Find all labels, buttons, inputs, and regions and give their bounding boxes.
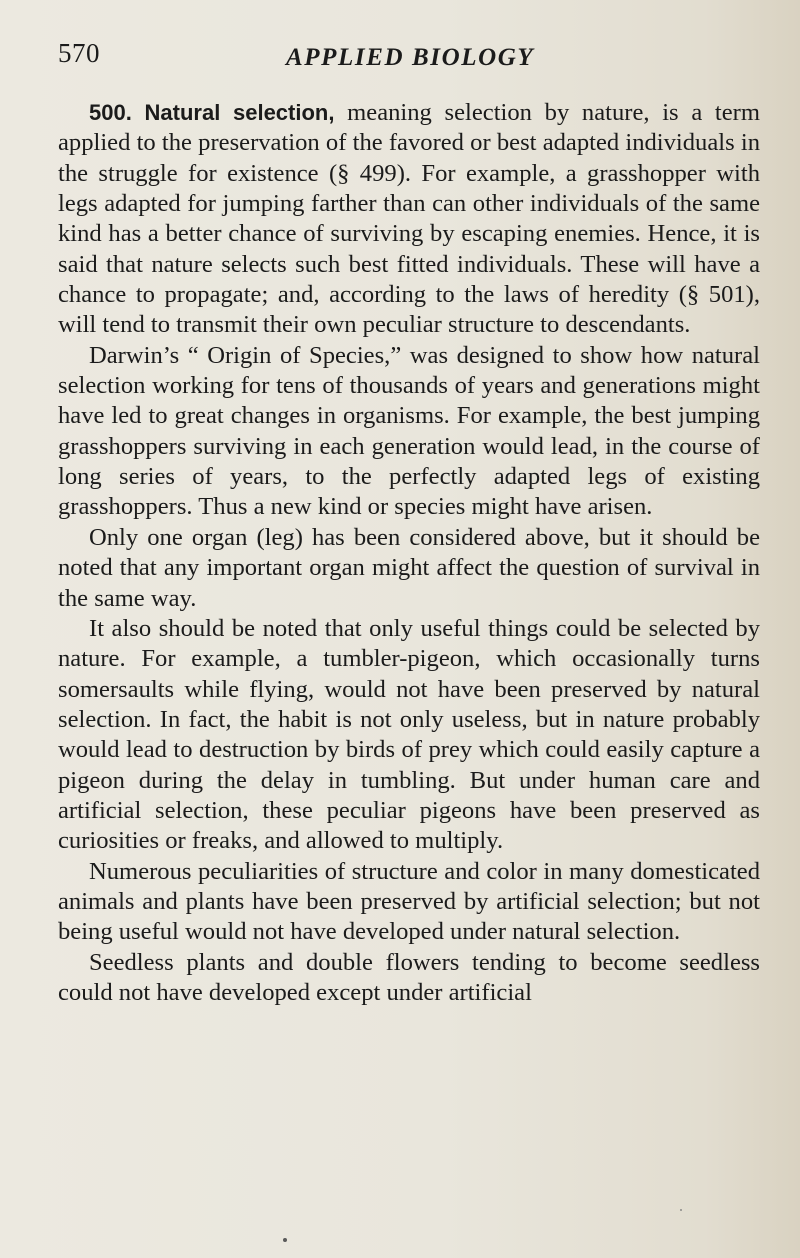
paragraph-seedless: Seedless plants and double flowers tending to become seedless could not have developed except under artificial [58,948,760,1006]
section-number: 500. [89,100,132,125]
paragraph-darwin: Darwin’s “ Origin of Species,” was designed to show how natural selection working for tens of thousands of years and generations might have led to great changes in organisms. For example, the best jumping grasshoppers surviving in each generation would lead, in the course of long series of years, to the perfectly adapted legs of existing grasshoppers. Thus a new kind or species might have arisen. [58,341,760,521]
page-number: 570 [58,38,100,68]
page-header [58,38,758,78]
paragraph-organ: Only one organ (leg) has been considered above, but it should be noted that any important organ might affect the question of survival in the same way. [58,523,760,612]
body-text [58,98,760,1008]
paper-speck [680,1209,682,1211]
section-paragraph [58,98,760,341]
paragraph-domesticated: Numerous peculiarities of structure and color in many domesticated animals and plants have been preserved by artificial selection; but not being useful would not have developed under natural selection. [58,857,760,946]
paragraph-tumbler-pigeon: It also should be noted that only useful things could be selected by nature. For example, a tumbler-pigeon, which occasionally turns somersaults while flying, would not have been preserved by natural selection. In fact, the habit is not only useless, but in nature probably would lead to destruction by birds of prey which could easily capture a pigeon during the delay in tumbling. But under human care and artificial selection, these peculiar pigeons have been preserved as curiosities or freaks, and allowed to multiply. [58,614,760,855]
section-lead-text: meaning selection by nature, is a term applied to the preservation of the favored or best adapted individuals in the struggle for existence (§ 499). For example, a grasshopper with legs adapted for jumping farther than can other individuals of the same kind has a better chance of surviving by escaping enemies. Hence, it is said that nature selects such best fitted individuals. These will have a chance to propagate; and, according to the laws of heredity (§ 501), will tend to transmit their own peculiar structure to descendants. [58,99,760,339]
running-head: APPLIED BIOLOGY [286,44,535,71]
section-title: Natural selection, [144,100,335,125]
paper-speck [283,1238,287,1242]
